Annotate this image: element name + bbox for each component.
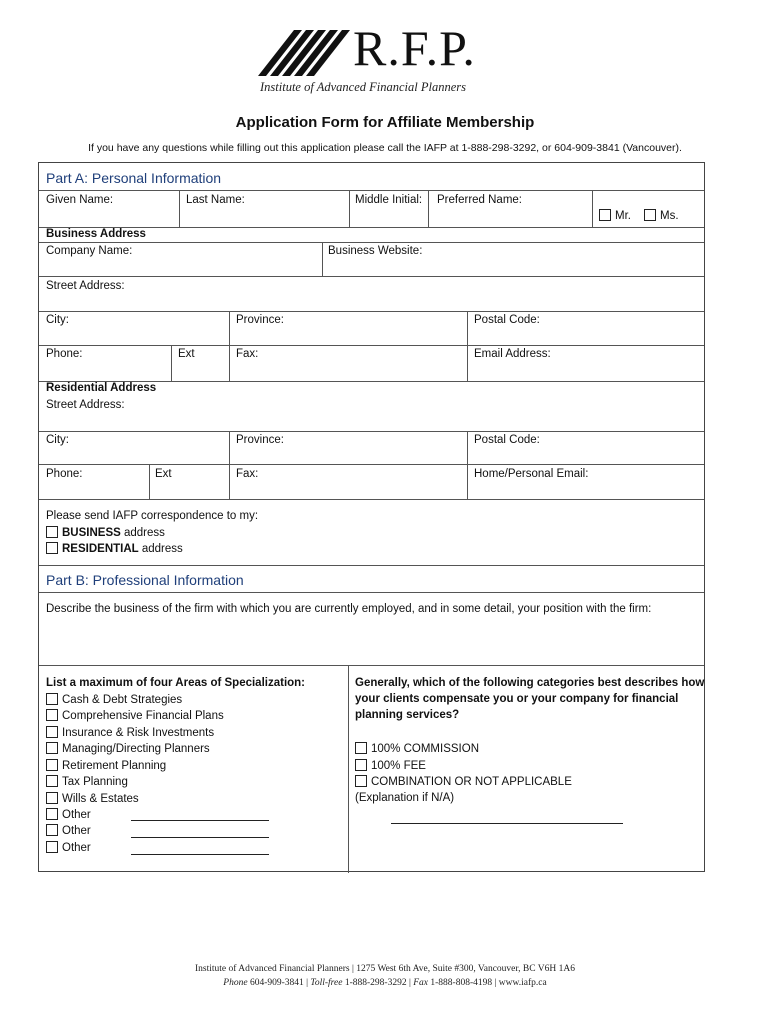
specialization-label: Insurance & Risk Investments (62, 727, 215, 739)
other-input-line[interactable] (131, 810, 269, 821)
phone-label[interactable]: Phone: (46, 348, 83, 360)
residential-opt-rest: address (138, 543, 183, 555)
footer-phone-label: Phone (223, 978, 248, 988)
specialization-item[interactable] (46, 693, 182, 706)
mr-checkbox-icon[interactable] (599, 209, 611, 221)
checkbox-icon[interactable] (46, 759, 58, 771)
fax-label[interactable]: Fax: (236, 348, 259, 360)
business-opt-rest: address (120, 527, 165, 539)
compensation-heading-line-2: your clients compensate you or your company for financial (355, 693, 679, 705)
checkbox-icon[interactable] (46, 808, 58, 820)
explanation-input-line[interactable] (391, 813, 623, 824)
last-name-label[interactable]: Last Name: (186, 194, 245, 206)
compensation-label: COMBINATION OR NOT APPLICABLE (371, 776, 572, 788)
footer-contact: Phone 604-909-3841 | Toll-free 1-888-298-3292 | Fax 1-888-808-4198 | www.iafp.ca (223, 978, 547, 988)
striped-parallelogram-logo-icon (258, 26, 350, 78)
other-input-line[interactable] (131, 844, 269, 855)
other-input-line[interactable] (131, 827, 269, 838)
mr-label: Mr. (615, 210, 631, 222)
home-email-label[interactable]: Home/Personal Email: (474, 468, 589, 480)
province-label[interactable]: Province: (236, 314, 284, 326)
ext-label[interactable]: Ext (178, 348, 195, 360)
part-b-heading: Part B: Professional Information (46, 572, 244, 588)
rfp-logo (258, 18, 498, 100)
specialization-item[interactable] (46, 775, 128, 788)
compensation-option[interactable] (355, 742, 479, 755)
specialization-item[interactable] (46, 792, 139, 805)
specialization-label: Wills & Estates (62, 793, 139, 805)
specialization-heading: List a maximum of four Areas of Specialization: (46, 677, 306, 689)
logo-text: R.F.P. (353, 20, 476, 76)
footer-fax: 1-888-808-4198 (430, 978, 493, 988)
compensation-option[interactable] (355, 759, 426, 772)
checkbox-icon[interactable] (355, 775, 367, 787)
logo-subtitle: Institute of Advanced Financial Planners (260, 80, 466, 94)
specialization-other[interactable] (46, 824, 91, 837)
street-address-label[interactable]: Street Address: (46, 280, 125, 292)
explanation-label: (Explanation if N/A) (355, 792, 455, 804)
business-checkbox-icon[interactable] (46, 526, 58, 538)
footer-phone: 604-909-3841 (249, 978, 304, 988)
other-label: Other (62, 825, 91, 837)
business-opt-bold: BUSINESS (62, 527, 121, 539)
footer-fax-label: Fax (413, 978, 429, 988)
compensation-label: 100% FEE (371, 760, 426, 772)
residential-checkbox-icon[interactable] (46, 542, 58, 554)
checkbox-icon[interactable] (46, 709, 58, 721)
describe-business-label[interactable]: Describe the business of the firm with which you are currently employed, and in some detail, your position with the firm: (46, 603, 652, 615)
res-fax-label[interactable]: Fax: (236, 468, 259, 480)
compensation-heading-line-1: Generally, which of the following categories best describes how (355, 677, 705, 689)
part-a-heading: Part A: Personal Information (46, 170, 222, 186)
specialization-item[interactable] (46, 759, 166, 772)
res-city-label[interactable]: City: (46, 434, 69, 446)
residential-address-heading: Residential Address (46, 382, 157, 394)
specialization-other[interactable] (46, 808, 91, 821)
checkbox-icon[interactable] (355, 742, 367, 754)
company-name-label[interactable]: Company Name: (46, 245, 133, 257)
checkbox-icon[interactable] (355, 759, 367, 771)
application-form (38, 162, 705, 872)
form-title: Application Form for Affiliate Membership (235, 114, 535, 131)
res-postal-code-label[interactable]: Postal Code: (474, 434, 540, 446)
footer-website-link[interactable]: www.iafp.ca (498, 978, 547, 988)
compensation-heading-line-3: planning services? (355, 709, 460, 721)
specialization-item[interactable] (46, 726, 214, 739)
form-subtitle: If you have any questions while filling out this application please call the IAFP at 1-888-298-3292, or 604-909-3841 (Vancouver). (88, 142, 682, 154)
res-ext-label[interactable]: Ext (155, 468, 172, 480)
checkbox-icon[interactable] (46, 841, 58, 853)
specialization-item[interactable] (46, 742, 210, 755)
postal-code-label[interactable]: Postal Code: (474, 314, 540, 326)
other-label: Other (62, 809, 91, 821)
residential-correspondence-option[interactable] (46, 542, 183, 555)
mr-option[interactable] (599, 209, 631, 222)
res-province-label[interactable]: Province: (236, 434, 284, 446)
checkbox-icon[interactable] (46, 742, 58, 754)
footer-tollfree: 1-888-298-3292 (344, 978, 407, 988)
checkbox-icon[interactable] (46, 726, 58, 738)
city-label[interactable]: City: (46, 314, 69, 326)
middle-initial-label[interactable]: Middle Initial: (355, 194, 423, 206)
residential-opt-bold: RESIDENTIAL (62, 543, 139, 555)
business-address-heading: Business Address (46, 228, 146, 240)
business-correspondence-option[interactable] (46, 526, 165, 539)
footer-tollfree-label: Toll-free (310, 978, 343, 988)
email-address-label[interactable]: Email Address: (474, 348, 551, 360)
footer-address: Institute of Advanced Financial Planners | 1275 West 6th Ave, Suite #300, Vancouver, BC V6H 1A6 (194, 964, 575, 974)
ms-label: Ms. (660, 210, 679, 222)
compensation-option[interactable] (355, 775, 572, 788)
correspondence-prompt: Please send IAFP correspondence to my: (46, 510, 259, 522)
specialization-label: Managing/Directing Planners (62, 743, 210, 755)
specialization-label: Tax Planning (62, 776, 128, 788)
specialization-label: Comprehensive Financial Plans (62, 710, 224, 722)
specialization-item[interactable] (46, 709, 224, 722)
checkbox-icon[interactable] (46, 824, 58, 836)
other-label: Other (62, 842, 91, 854)
checkbox-icon[interactable] (46, 792, 58, 804)
checkbox-icon[interactable] (46, 693, 58, 705)
specialization-label: Cash & Debt Strategies (62, 694, 183, 706)
specialization-other[interactable] (46, 841, 91, 854)
compensation-label: 100% COMMISSION (371, 743, 479, 755)
preferred-name-label[interactable]: Preferred Name: (437, 194, 523, 206)
ms-checkbox-icon[interactable] (644, 209, 656, 221)
business-website-label[interactable]: Business Website: (328, 245, 423, 257)
res-street-address-label[interactable]: Street Address: (46, 399, 125, 411)
checkbox-icon[interactable] (46, 775, 58, 787)
res-phone-label[interactable]: Phone: (46, 468, 83, 480)
ms-option[interactable] (644, 209, 679, 222)
specialization-label: Retirement Planning (62, 760, 167, 772)
given-name-label[interactable]: Given Name: (46, 194, 114, 206)
